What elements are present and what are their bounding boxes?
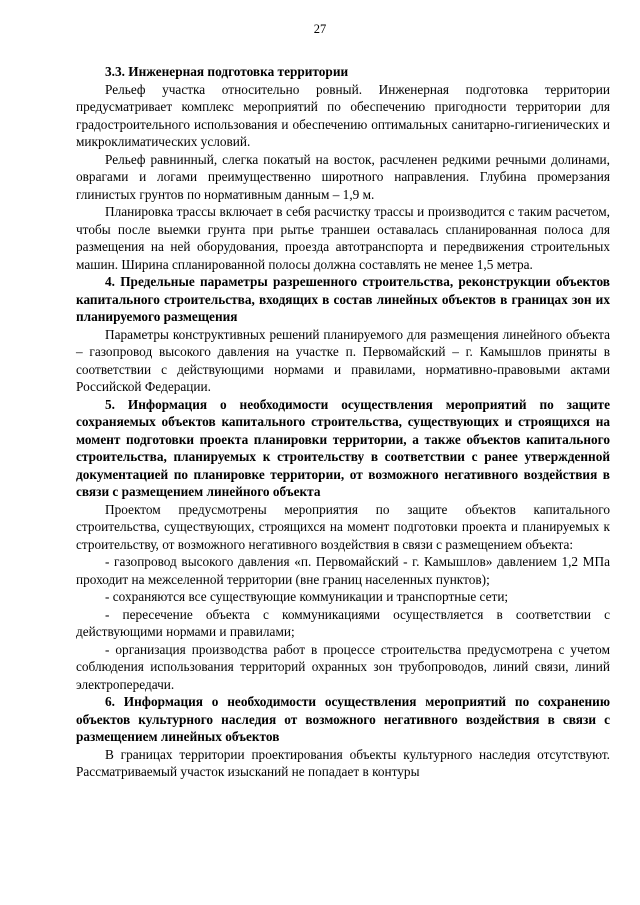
paragraph: Рельеф равнинный, слегка покатый на восток, расчленен редкими речными долинами, оврагами и логами преимущественно широтного направления. Глубина промерзания глинистых грунтов по нормативным данным – 1,9 м. — [76, 151, 610, 202]
list-item: - газопровод высокого давления «п. Первомайский - г. Камышлов» давлением 1,2 МПа проходит на межселенной территории (вне границ населенных пунктов); — [76, 554, 610, 587]
section-heading-6: 6. Информация о необходимости осуществления мероприятий по сохранению объектов культурного наследия от возможного негативного воздействия в связи с размещением линейных объектов — [76, 694, 610, 744]
page-number: 27 — [313, 22, 327, 36]
document-body — [76, 63, 610, 781]
section-heading-4: 4. Предельные параметры разрешенного строительства, реконструкции объектов капитального строительства, входящих в состав линейных объектов в границах зон их планируемого размещения — [76, 274, 610, 324]
paragraph: Параметры конструктивных решений планируемого для размещения линейного объекта – газопровод высокого давления на участке п. Первомайский – г. Камышлов приняты в соответствии с действующими нормами и правилами, нормативно-правовыми актами Российской Федерации. — [76, 326, 610, 394]
paragraph: Рельеф участка относительно ровный. Инженерная подготовка территории предусматривает комплекс мероприятий по обеспечению пригодности территории для градостроительного использования и обеспечению оптимальных санитарно-гигиенических и микроклиматических условий. — [76, 81, 610, 149]
section-heading-5: 5. Информация о необходимости осуществления мероприятий по защите сохраняемых объектов капитального строительства, существующих и строящихся на момент подготовки проекта планировки территории, а также объектов капитального строительства, планируемых к строительству в соответствии с ранее утвержденной документацией по планировке территории, от возможного негативного воздействия в связи с размещением линейного объекта — [76, 396, 610, 499]
paragraph: Планировка трассы включает в себя расчистку трассы и производится с таким расчетом, чтобы после выемки грунта при рытье траншеи оставалась спланированная полоса для размещения на ней оборудования, проезда автотранспорта и передвижения строительных машин. Ширина спланированной полосы должна составлять не менее 1,5 метра. — [76, 204, 610, 272]
list-item: - пересечение объекта с коммуникациями осуществляется в соответствии с действующими нормами и правилами; — [76, 606, 610, 639]
paragraph: Проектом предусмотрены мероприятия по защите объектов капитального строительства, существующих, строящихся на момент подготовки проекта и планируемых к строительству, от возможного негативного воздействия в связи с размещением объекта: — [76, 501, 610, 552]
list-item: - сохраняются все существующие коммуникации и транспортные сети; — [105, 589, 509, 604]
list-item: - организация производства работ в процессе строительства предусмотрена с учетом соблюдения использования территорий охранных зон трубопроводов, линий связи, линий электропередачи. — [76, 641, 610, 692]
paragraph: В границах территории проектирования объекты культурного наследия отсутствуют. Рассматриваемый участок изысканий не попадает в контуры — [76, 746, 610, 779]
section-heading-3-3: 3.3. Инженерная подготовка территории — [105, 64, 349, 79]
